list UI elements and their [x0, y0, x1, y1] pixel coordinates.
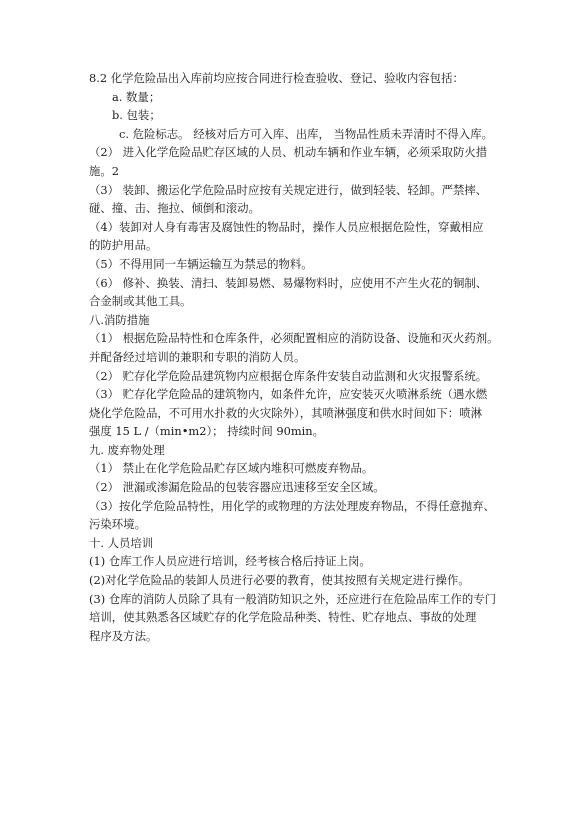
text-line: 污染环境。 [89, 517, 146, 532]
text-line: b. 包装； [112, 108, 161, 123]
text-line: （4）装卸对人身有毒害及腐蚀性的物品时，操作人员应根据危险性，穿戴相应 [89, 219, 484, 234]
text-line: 合金制或其他工具。 [89, 294, 192, 309]
text-line: （2） 贮存化学危险品建筑物内应根据仓库条件安装自动监测和火灾报警系统。 [89, 368, 488, 383]
text-line: （3） 装卸、搬运化学危险品时应按有关规定进行，做到轻装、轻卸。严禁摔、 [89, 182, 488, 197]
text-line: （5）不得用同一车辆运输互为禁忌的物料。 [89, 256, 313, 271]
text-line: （3） 贮存化学危险品的建筑物内，如条件允许，应安装灭火喷淋系统（遇水燃 [89, 387, 488, 402]
text-line: （2） 进入化学危险品贮存区域的人员、机动车辆和作业车辆，必须采取防火措 [89, 145, 488, 160]
text-line: 8.2 化学危险品出入库前均应按合同进行检查验收、登记、验收内容包括： [89, 71, 464, 85]
text-line: （1） 禁止在化学危险品贮存区域内堆积可燃废弃物品。 [89, 461, 374, 476]
text-line: 八.消防措施 [89, 312, 150, 327]
text-line: 十. 人员培训 [89, 535, 154, 550]
text-line: 并配备经过培训的兼职和专职的消防人员。 [89, 349, 306, 364]
text-line: (1) 仓库工作人员应进行培训，经考核合格后持证上岗。 [89, 554, 371, 569]
text-line: 碰、撞、击、拖拉、倾倒和滚动。 [89, 201, 260, 216]
text-line: a. 数量； [112, 89, 161, 104]
text-line: c. 危险标志。 经核对后方可入库、出库， 当物品性质未弄清时不得入库。 [119, 126, 493, 141]
text-line: 程序及方法。 [89, 628, 158, 643]
text-line: (2)对化学危险品的装卸人员进行必要的教育，使其按照有关规定进行操作。 [89, 573, 470, 588]
text-line: 的防护用品。 [89, 238, 158, 253]
text-line: 施。2 [89, 163, 120, 178]
text-line: 九. 废弃物处理 [89, 442, 165, 457]
text-line: 培训，使其熟悉各区域贮存的化学危险品种类、特性、贮存地点、事故的处理 [89, 610, 477, 625]
text-line: 烧化学危险品，不可用水扑救的火灾除外），其喷淋强度和供水时间如下：喷淋 [89, 405, 482, 420]
text-line: 强度 15 L /（min•m2）； 持续时间 90min。 [89, 424, 325, 439]
text-line: （3）按化学危险品特性，用化学的或物理的方法处理废弃物品，不得任意抛弃、 [89, 498, 495, 513]
text-line: （1） 根据危险品特性和仓库条件，必须配置相应的消防设备、设施和灭火药剂。 [89, 331, 499, 346]
text-line: （6） 修补、换装、清扫、装卸易燃、易爆物料时，应使用不产生火花的铜制、 [89, 275, 488, 290]
text-line: (3) 仓库的消防人员除了具有一般消防知识之外，还应进行在危险品库工作的专门 [89, 591, 497, 606]
text-line: （2） 泄漏或渗漏危险品的包装容器应迅速移至安全区域。 [89, 480, 385, 495]
